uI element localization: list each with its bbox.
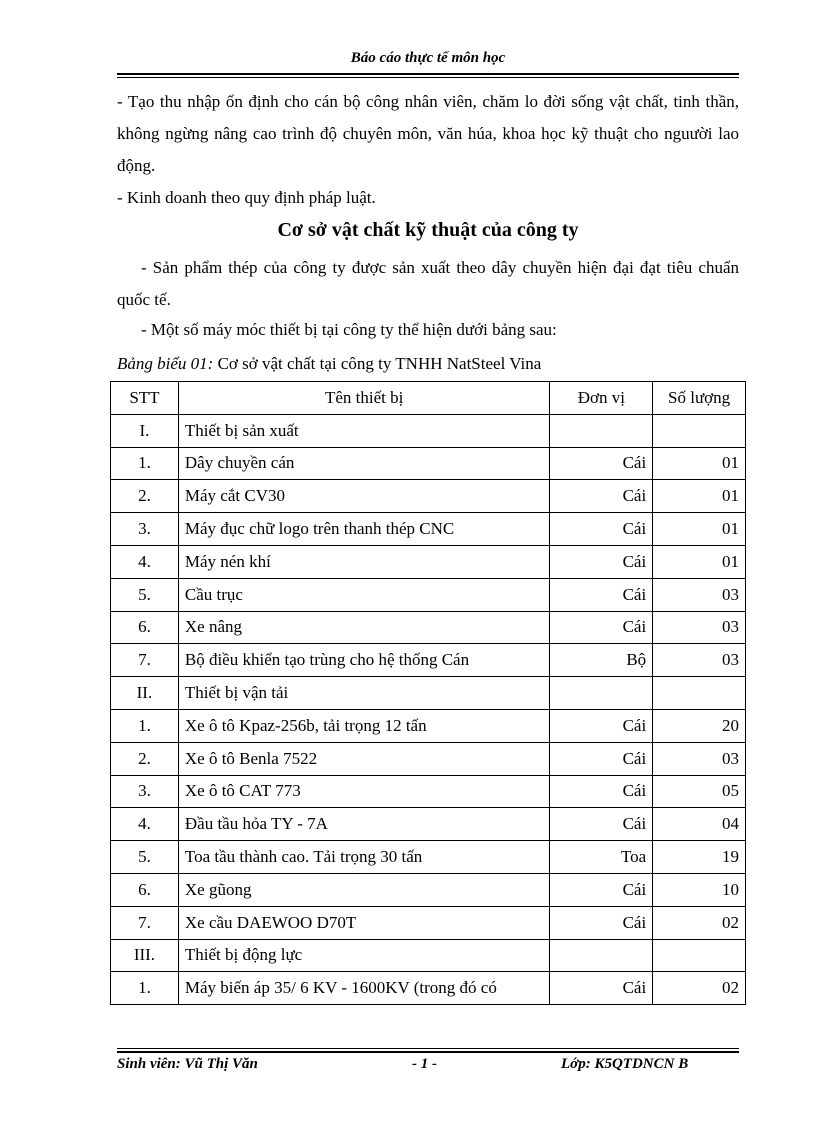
cell-qty [653,677,746,710]
cell-name: Máy cắt CV30 [178,480,550,513]
cell-stt: 1. [111,447,179,480]
cell-unit: Cái [550,578,653,611]
table-row [111,644,746,677]
paragraph-income: - Tạo thu nhập ổn định cho cán bộ công nhân viên, chăm lo đời sống vật chất, tinh thần, không ngừng nâng cao trình độ chuyên môn, văn húa, khoa học kỹ thuật cho nguười lao động. [117,92,739,175]
cell-stt: 2. [111,742,179,775]
cell-unit: Cái [550,513,653,546]
header-stt: STT [111,382,179,415]
cell-name: Toa tầu thành cao. Tải trọng 30 tấn [178,841,550,874]
section-title: Cơ sở vật chất kỹ thuật của công ty [277,219,579,241]
equipment-table [110,381,746,1005]
cell-name: Xe nâng [178,611,550,644]
paragraph-products: - Sản phẩm thép của công ty được sản xuất theo dây chuyền hiện đại đạt tiêu chuẩn quốc tế. [117,258,739,309]
cell-name: Xe ô tô Kpaz-256b, tải trọng 12 tấn [178,709,550,742]
table-row [111,447,746,480]
cell-unit: Cái [550,447,653,480]
cell-unit: Cái [550,972,653,1005]
cell-stt: 5. [111,841,179,874]
cell-name: Máy đục chữ logo trên thanh thép CNC [178,513,550,546]
cell-qty: 02 [653,906,746,939]
cell-stt: 3. [111,775,179,808]
cell-stt: 5. [111,578,179,611]
table-row [111,808,746,841]
table-caption [117,348,541,380]
table-header-row [111,382,746,415]
header-name: Tên thiết bị [178,382,550,415]
cell-unit: Bộ [550,644,653,677]
table-row [111,939,746,972]
cell-stt: 4. [111,545,179,578]
cell-unit: Cái [550,709,653,742]
cell-name: Xe cầu DAEWOO D70T [178,906,550,939]
table-row [111,480,746,513]
cell-name: Đầu tầu hỏa TY - 7A [178,808,550,841]
cell-stt: 7. [111,906,179,939]
cell-name: Thiết bị động lực [178,939,550,972]
cell-stt: 6. [111,611,179,644]
header-unit: Đơn vị [550,382,653,415]
table-row [111,775,746,808]
paragraph-equipment-intro: - Một số máy móc thiết bị tại công ty thể hiện dưới bảng sau: [141,320,557,339]
cell-unit: Cái [550,775,653,808]
cell-name: Thiết bị sản xuất [178,414,550,447]
cell-unit: Toa [550,841,653,874]
cell-stt: 2. [111,480,179,513]
cell-qty: 03 [653,611,746,644]
cell-name: Thiết bị vận tải [178,677,550,710]
cell-name: Máy biến áp 35/ 6 KV - 1600KV (trong đó có [178,972,550,1005]
cell-name: Máy nén khí [178,545,550,578]
page-header-title: Báo cáo thực tế môn học [350,50,506,66]
cell-stt: 6. [111,873,179,906]
cell-stt: 3. [111,513,179,546]
cell-unit: Cái [550,808,653,841]
table-row [111,841,746,874]
cell-qty: 01 [653,447,746,480]
cell-qty: 02 [653,972,746,1005]
cell-qty: 10 [653,873,746,906]
table-row [111,677,746,710]
table-row [111,414,746,447]
header-qty: Số lượng [653,382,746,415]
cell-qty [653,939,746,972]
footer-page-number: - 1 - [412,1056,437,1072]
cell-stt: 1. [111,972,179,1005]
cell-qty: 01 [653,545,746,578]
cell-stt: I. [111,414,179,447]
cell-qty: 01 [653,480,746,513]
cell-name: Dây chuyền cán [178,447,550,480]
cell-qty [653,414,746,447]
table-row [111,906,746,939]
cell-qty: 01 [653,513,746,546]
cell-unit: Cái [550,873,653,906]
cell-qty: 03 [653,742,746,775]
cell-name: Cầu trục [178,578,550,611]
cell-stt: 7. [111,644,179,677]
cell-qty: 05 [653,775,746,808]
footer-rule [117,1051,739,1053]
cell-qty: 04 [653,808,746,841]
table-row [111,709,746,742]
footer-rule-thin [117,1048,739,1049]
table-row [111,742,746,775]
footer-class: Lớp: K5QTDNCN B [561,1056,689,1072]
cell-unit: Cái [550,742,653,775]
cell-qty: 03 [653,644,746,677]
cell-qty: 19 [653,841,746,874]
cell-qty: 03 [653,578,746,611]
table-caption-label: Bảng biểu 01: [117,354,214,373]
table-row [111,513,746,546]
table-row [111,972,746,1005]
table-row [111,578,746,611]
cell-unit: Cái [550,611,653,644]
cell-unit: Cái [550,906,653,939]
cell-stt: III. [111,939,179,972]
cell-stt: 4. [111,808,179,841]
cell-unit [550,677,653,710]
cell-name: Xe ô tô Benla 7522 [178,742,550,775]
table-row [111,873,746,906]
header-rule-thin [117,77,739,78]
cell-unit: Cái [550,480,653,513]
cell-name: Xe ô tô CAT 773 [178,775,550,808]
table-row [111,611,746,644]
cell-unit [550,414,653,447]
header-rule [117,73,739,75]
cell-stt: II. [111,677,179,710]
cell-stt: 1. [111,709,179,742]
cell-unit: Cái [550,545,653,578]
cell-unit [550,939,653,972]
table-row [111,545,746,578]
table-body [111,414,746,1004]
footer-student: Sinh viên: Vũ Thị Văn [117,1056,258,1072]
cell-qty: 20 [653,709,746,742]
paragraph-business: - Kinh doanh theo quy định pháp luật. [117,188,376,207]
table-caption-text: Cơ sở vật chất tại công ty TNHH NatSteel Vina [213,354,542,373]
cell-name: Bộ điều khiển tạo trùng cho hệ thống Cán [178,644,550,677]
cell-name: Xe gũong [178,873,550,906]
